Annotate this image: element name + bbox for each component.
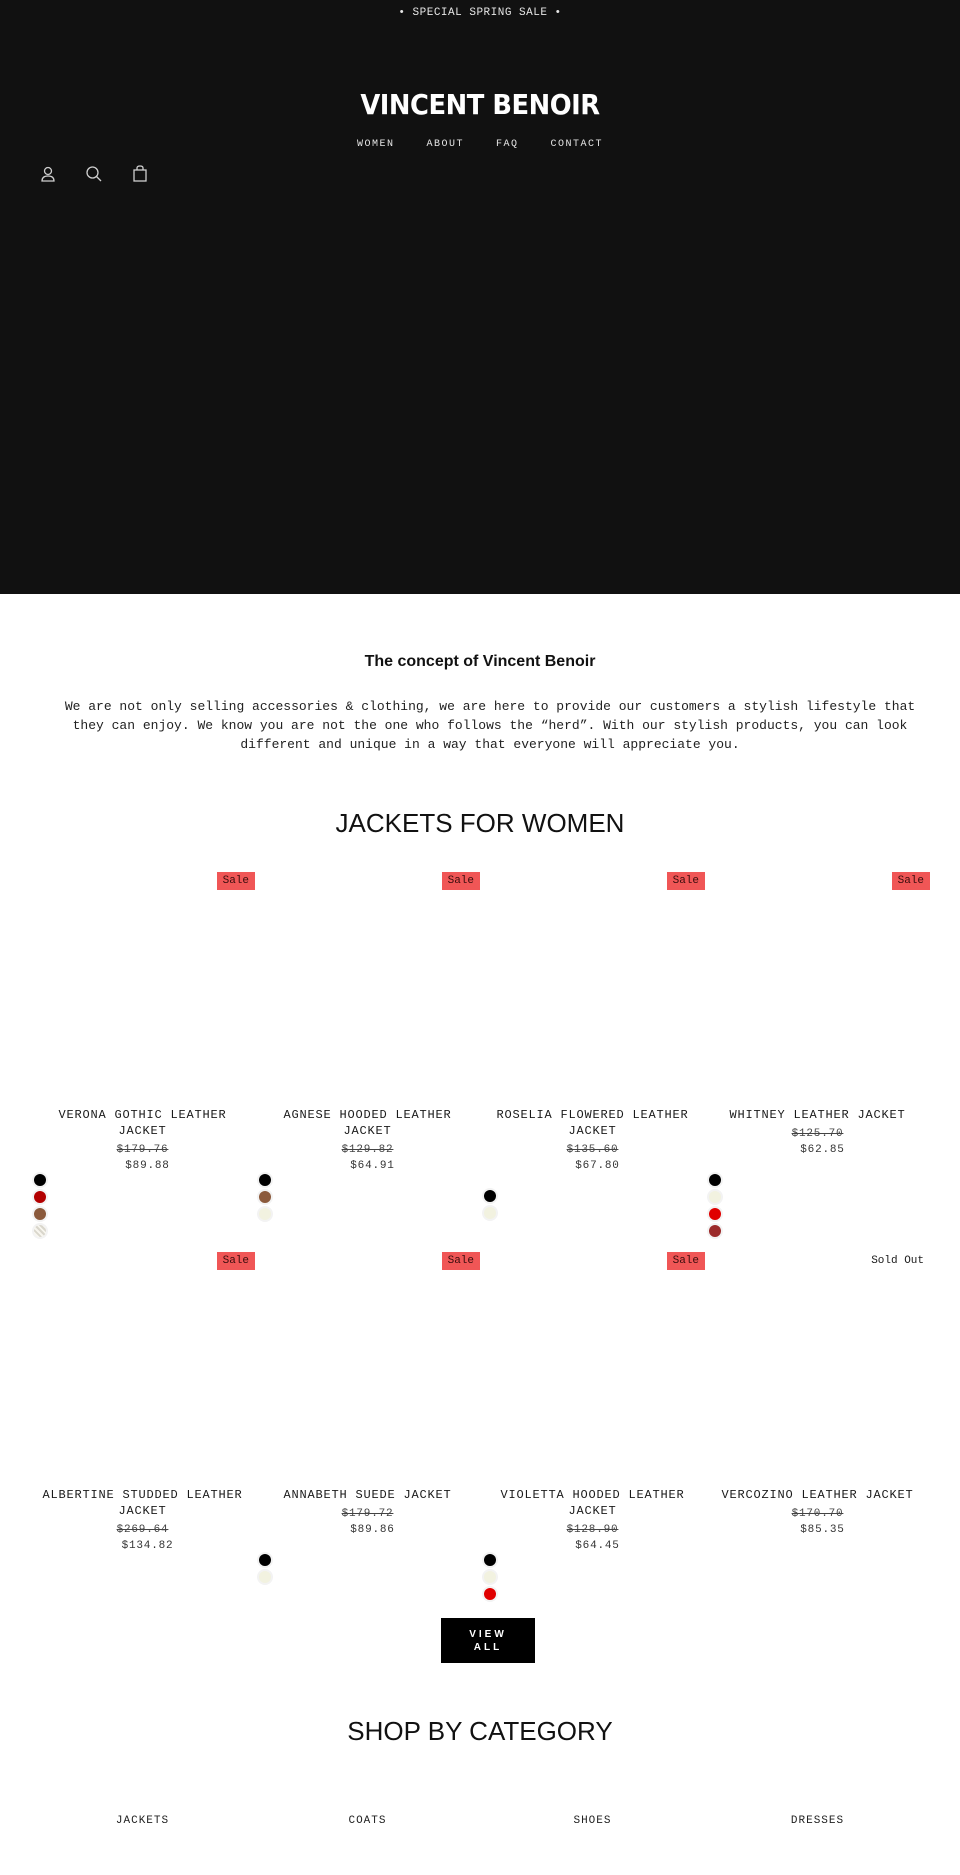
color-swatch[interactable] <box>709 1208 721 1220</box>
main-nav <box>0 139 960 150</box>
product-info <box>705 1107 930 1158</box>
product-card[interactable] <box>705 1252 930 1632</box>
color-swatch[interactable] <box>259 1554 271 1566</box>
view-all-line1: VIEW <box>469 1628 507 1640</box>
color-swatch[interactable] <box>709 1225 721 1237</box>
color-swatch[interactable] <box>484 1190 496 1202</box>
product-prices <box>482 1142 703 1174</box>
color-swatch[interactable] <box>259 1571 271 1583</box>
product-prices <box>707 1126 928 1158</box>
sale-price: $89.86 <box>350 1524 395 1536</box>
sale-badge: Sale <box>892 872 930 890</box>
featured-title: JACKETS FOR WOMEN <box>335 808 625 838</box>
product-card[interactable] <box>255 872 480 1252</box>
sale-badge: Sale <box>667 872 705 890</box>
product-card[interactable] <box>480 1252 705 1632</box>
color-swatch[interactable] <box>709 1174 721 1186</box>
product-prices <box>257 1506 478 1538</box>
product-image[interactable] <box>30 872 255 1097</box>
original-price: $179.76 <box>116 1144 169 1156</box>
color-swatches <box>259 1554 271 1583</box>
search-icon[interactable] <box>84 164 104 184</box>
nav-contact[interactable]: CONTACT <box>550 139 604 150</box>
color-swatch[interactable] <box>259 1191 271 1203</box>
color-swatch[interactable] <box>259 1174 271 1186</box>
account-icon[interactable] <box>38 164 58 184</box>
product-title[interactable]: VERONA GOTHIC LEATHER JACKET <box>58 1108 227 1138</box>
product-prices <box>707 1506 928 1538</box>
product-image[interactable] <box>30 1252 255 1477</box>
product-image[interactable] <box>480 1252 705 1477</box>
product-card[interactable] <box>30 872 255 1252</box>
sale-price: $134.82 <box>121 1540 174 1552</box>
product-card[interactable] <box>30 1252 255 1632</box>
original-price: $128.90 <box>566 1524 619 1536</box>
cart-icon[interactable] <box>130 164 150 184</box>
product-image[interactable] <box>255 872 480 1097</box>
concept-title: The concept of Vincent Benoir <box>364 653 596 670</box>
original-price: $129.82 <box>341 1144 394 1156</box>
sale-price: $62.85 <box>800 1144 845 1156</box>
header-icons <box>38 164 150 184</box>
sale-badge: Sale <box>442 1252 480 1270</box>
product-image[interactable] <box>480 872 705 1097</box>
product-info <box>30 1487 255 1554</box>
view-all-line2: ALL <box>473 1641 503 1653</box>
product-title[interactable]: VERCOZINO LEATHER JACKET <box>721 1488 914 1502</box>
color-swatch[interactable] <box>484 1554 496 1566</box>
product-info <box>480 1107 705 1174</box>
sold-out-badge: Sold Out <box>871 1255 924 1267</box>
color-swatches <box>259 1174 271 1220</box>
product-title[interactable]: AGNESE HOODED LEATHER JACKET <box>283 1108 452 1138</box>
original-price: $179.72 <box>341 1508 394 1520</box>
announcement-bar[interactable]: • SPECIAL SPRING SALE • <box>398 7 562 19</box>
product-image[interactable] <box>255 1252 480 1477</box>
product-grid <box>30 872 930 1632</box>
product-card[interactable] <box>255 1252 480 1632</box>
product-image[interactable] <box>705 872 930 1097</box>
concept-body: We are not only selling accessories & clothing, we are here to provide our customers a stylish lifestyle that they can enjoy. We know you are not the one who follows the “herd”. With our stylish products, you can look different and unique in a way that everyone will appreciate you. <box>64 699 916 752</box>
color-swatch[interactable] <box>484 1571 496 1583</box>
sale-price: $89.88 <box>125 1160 170 1172</box>
product-title[interactable]: VIOLETTA HOODED LEATHER JACKET <box>500 1488 685 1518</box>
product-prices <box>32 1142 253 1174</box>
color-swatch[interactable] <box>484 1588 496 1600</box>
color-swatches <box>709 1174 721 1237</box>
color-swatch[interactable] <box>34 1225 46 1237</box>
nav-women[interactable]: WOMEN <box>356 139 395 150</box>
nav-about[interactable]: ABOUT <box>426 139 464 150</box>
product-title[interactable]: WHITNEY LEATHER JACKET <box>729 1108 906 1122</box>
original-price: $135.60 <box>566 1144 619 1156</box>
category-shoes[interactable]: SHOES <box>573 1815 612 1827</box>
category-coats[interactable]: COATS <box>348 1815 387 1827</box>
product-card[interactable] <box>705 872 930 1252</box>
hero-banner <box>0 0 960 594</box>
product-info <box>255 1487 480 1538</box>
color-swatch[interactable] <box>34 1191 46 1203</box>
sale-badge: Sale <box>217 872 255 890</box>
sale-price: $67.80 <box>575 1160 620 1172</box>
product-image[interactable] <box>705 1252 930 1477</box>
category-dresses[interactable]: DRESSES <box>790 1815 845 1827</box>
sale-price: $64.45 <box>575 1540 620 1552</box>
product-title[interactable]: ANNABETH SUEDE JACKET <box>283 1488 452 1502</box>
category-list <box>30 1815 930 1827</box>
site-logo[interactable]: VINCENT BENOIR <box>360 88 600 121</box>
product-info <box>30 1107 255 1174</box>
color-swatches <box>484 1554 496 1600</box>
product-info <box>255 1107 480 1174</box>
sale-price: $85.35 <box>800 1524 845 1536</box>
product-info <box>480 1487 705 1554</box>
product-prices <box>32 1522 253 1554</box>
original-price: $269.64 <box>116 1524 169 1536</box>
product-title[interactable]: ROSELIA FLOWERED LEATHER JACKET <box>496 1108 689 1138</box>
original-price: $170.70 <box>791 1508 844 1520</box>
product-card[interactable] <box>480 872 705 1252</box>
color-swatch[interactable] <box>34 1174 46 1186</box>
category-title: SHOP BY CATEGORY <box>347 1716 613 1746</box>
color-swatch[interactable] <box>709 1191 721 1203</box>
original-price: $125.70 <box>791 1128 844 1140</box>
sale-badge: Sale <box>667 1252 705 1270</box>
category-jackets[interactable]: JACKETS <box>115 1815 170 1827</box>
sale-badge: Sale <box>217 1252 255 1270</box>
sale-badge: Sale <box>442 872 480 890</box>
color-swatches <box>484 1190 496 1219</box>
view-all-button[interactable] <box>441 1618 535 1663</box>
product-title[interactable]: ALBERTINE STUDDED LEATHER JACKET <box>42 1488 243 1518</box>
sale-price: $64.91 <box>350 1160 395 1172</box>
color-swatches <box>34 1174 46 1237</box>
product-prices <box>257 1142 478 1174</box>
product-info <box>705 1487 930 1538</box>
product-prices <box>482 1522 703 1554</box>
color-swatch[interactable] <box>34 1208 46 1220</box>
nav-faq[interactable]: FAQ <box>496 139 519 150</box>
color-swatch[interactable] <box>484 1207 496 1219</box>
color-swatch[interactable] <box>259 1208 271 1220</box>
